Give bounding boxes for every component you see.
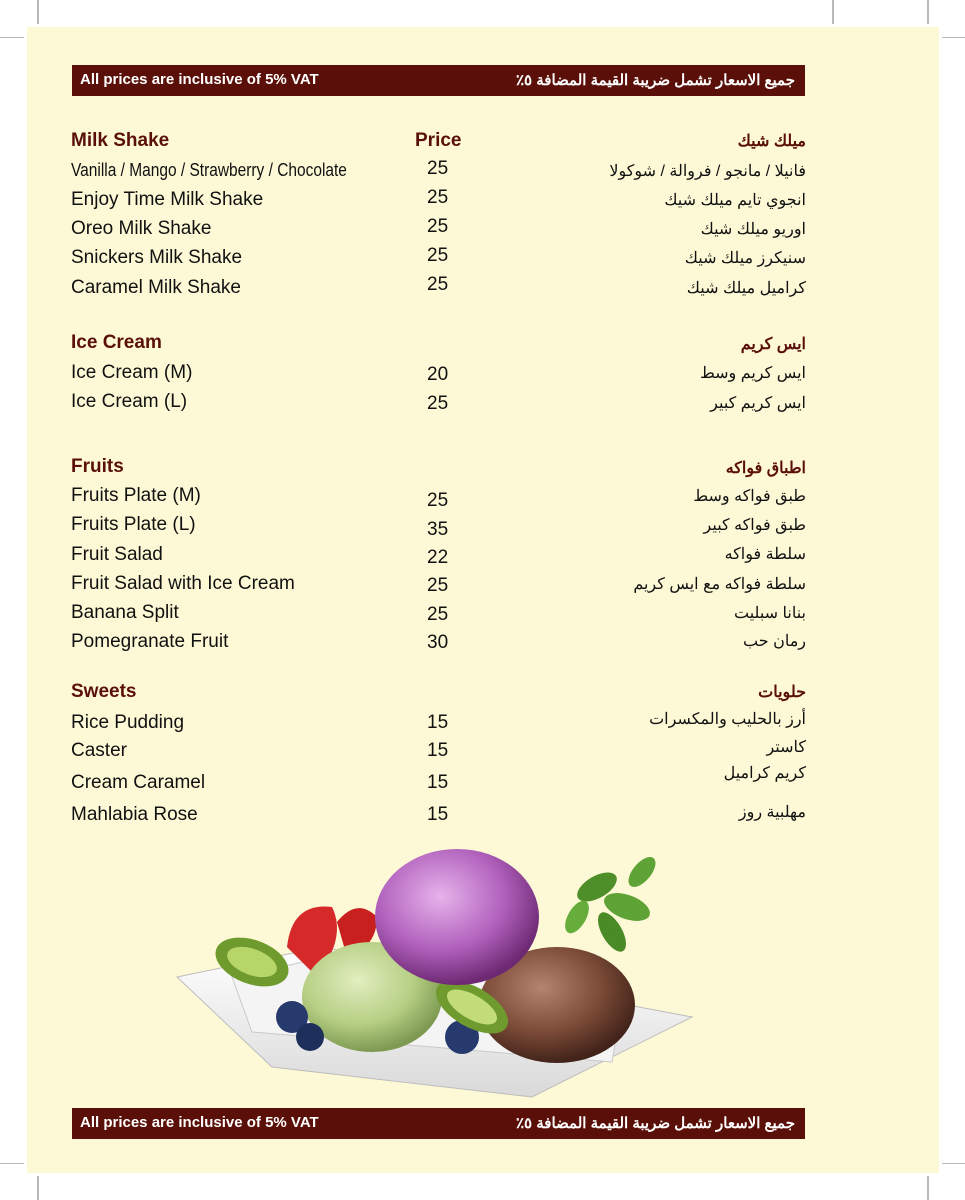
crop-mark: [942, 37, 965, 38]
menu-item-name: Fruits Plate (M): [71, 485, 201, 506]
vat-notice-ar: جميع الاسعار تشمل ضريبة القيمة المضافة ٥٪: [515, 1115, 795, 1132]
menu-item-name: Caster: [71, 740, 127, 761]
ice-cream-dessert-image: [172, 827, 702, 1107]
menu-page: [27, 27, 939, 1173]
menu-item-name-ar: سلطة فواكه: [724, 546, 806, 563]
menu-item-name-ar: سلطة فواكه مع ايس كريم: [633, 576, 806, 593]
section-title-milk-shake-ar: ميلك شيك: [737, 133, 806, 150]
menu-item-name-ar: ايس كريم كبير: [710, 395, 806, 412]
vat-notice-en: All prices are inclusive of 5% VAT: [80, 71, 319, 88]
menu-item-name-ar: اوريو ميلك شيك: [700, 221, 806, 238]
crop-mark: [832, 0, 834, 24]
menu-item-name-ar: طبق فواكه وسط: [693, 488, 806, 505]
price-column-header: Price: [415, 130, 462, 151]
crop-mark: [37, 0, 39, 24]
menu-item-name: Caramel Milk Shake: [71, 277, 241, 298]
menu-item-name-ar: فانيلا / مانجو / فروالة / شوكولا: [609, 163, 806, 180]
menu-item-price: 25: [427, 245, 449, 266]
crop-mark: [37, 1176, 39, 1200]
menu-item-price: 35: [427, 519, 449, 540]
menu-item-price: 15: [427, 772, 449, 793]
menu-item-name: Snickers Milk Shake: [71, 247, 243, 268]
menu-item-name-ar: انجوي تايم ميلك شيك: [664, 192, 806, 209]
menu-item-name-ar: أرز بالحليب والمكسرات: [649, 711, 806, 728]
menu-item-name-ar: سنيكرز ميلك شيك: [684, 250, 806, 267]
menu-item-price: 25: [427, 604, 449, 625]
menu-item-name-ar: كراميل ميلك شيك: [686, 280, 806, 297]
section-title-fruits-ar: اطباق فواكه: [725, 460, 806, 477]
menu-item-price: 25: [427, 393, 449, 414]
menu-item-name: Ice Cream (M): [71, 362, 193, 383]
menu-item-name: Ice Cream (L): [71, 391, 188, 412]
menu-item-name: Fruit Salad: [71, 544, 163, 565]
section-title-ice-cream-ar: ايس كريم: [740, 336, 806, 353]
menu-item-name-ar: كاستر: [766, 739, 806, 756]
crop-mark: [927, 1176, 929, 1200]
menu-item-name: Fruit Salad with Ice Cream: [71, 573, 295, 594]
vat-notice-ar: جميع الاسعار تشمل ضريبة القيمة المضافة ٥٪: [515, 72, 795, 89]
menu-item-name-ar: بنانا سبليت: [734, 605, 806, 622]
menu-item-name: Banana Split: [71, 602, 179, 623]
menu-item-name: Mahlabia Rose: [71, 804, 198, 825]
menu-item-name-ar: مهلبية روز: [738, 804, 806, 821]
section-title-ice-cream: Ice Cream: [71, 332, 162, 353]
menu-item-price: 30: [427, 632, 449, 653]
menu-item-name-ar: كريم كراميل: [723, 765, 806, 782]
menu-item-name-ar: طبق فواكه كبير: [703, 517, 806, 534]
menu-item-price: 20: [427, 364, 449, 385]
menu-item-price: 15: [427, 712, 449, 733]
menu-item-name: Rice Pudding: [71, 712, 185, 733]
menu-item-price: 25: [427, 158, 449, 179]
vat-banner-bottom: [72, 1108, 805, 1139]
menu-item-name-ar: ايس كريم وسط: [699, 365, 806, 382]
menu-item-price: 25: [427, 575, 449, 596]
section-title-fruits: Fruits: [71, 456, 124, 477]
section-title-milk-shake: Milk Shake: [71, 130, 170, 151]
menu-item-name-ar: رمان حب: [743, 633, 806, 650]
vat-notice-en: All prices are inclusive of 5% VAT: [80, 1114, 319, 1131]
crop-mark: [942, 1163, 965, 1164]
menu-item-price: 25: [427, 216, 449, 237]
menu-item-name: Vanilla / Mango / Strawberry / Chocolate: [71, 160, 347, 180]
menu-item-price: 22: [427, 547, 449, 568]
menu-item-name: Enjoy Time Milk Shake: [71, 189, 264, 210]
menu-item-price: 15: [427, 740, 449, 761]
menu-item-name: Cream Caramel: [71, 772, 206, 793]
crop-mark: [927, 0, 929, 24]
section-title-sweets: Sweets: [71, 681, 137, 702]
menu-item-name: Pomegranate Fruit: [71, 631, 229, 652]
menu-item-name: Fruits Plate (L): [71, 514, 196, 535]
vat-banner-top: [72, 65, 805, 96]
menu-item-price: 25: [427, 187, 449, 208]
crop-mark: [0, 37, 24, 38]
menu-item-price: 15: [427, 804, 449, 825]
menu-item-price: 25: [427, 490, 449, 511]
menu-item-name: Oreo Milk Shake: [71, 218, 212, 239]
crop-mark: [0, 1163, 24, 1164]
section-title-sweets-ar: حلويات: [758, 684, 806, 701]
menu-item-price: 25: [427, 274, 449, 295]
